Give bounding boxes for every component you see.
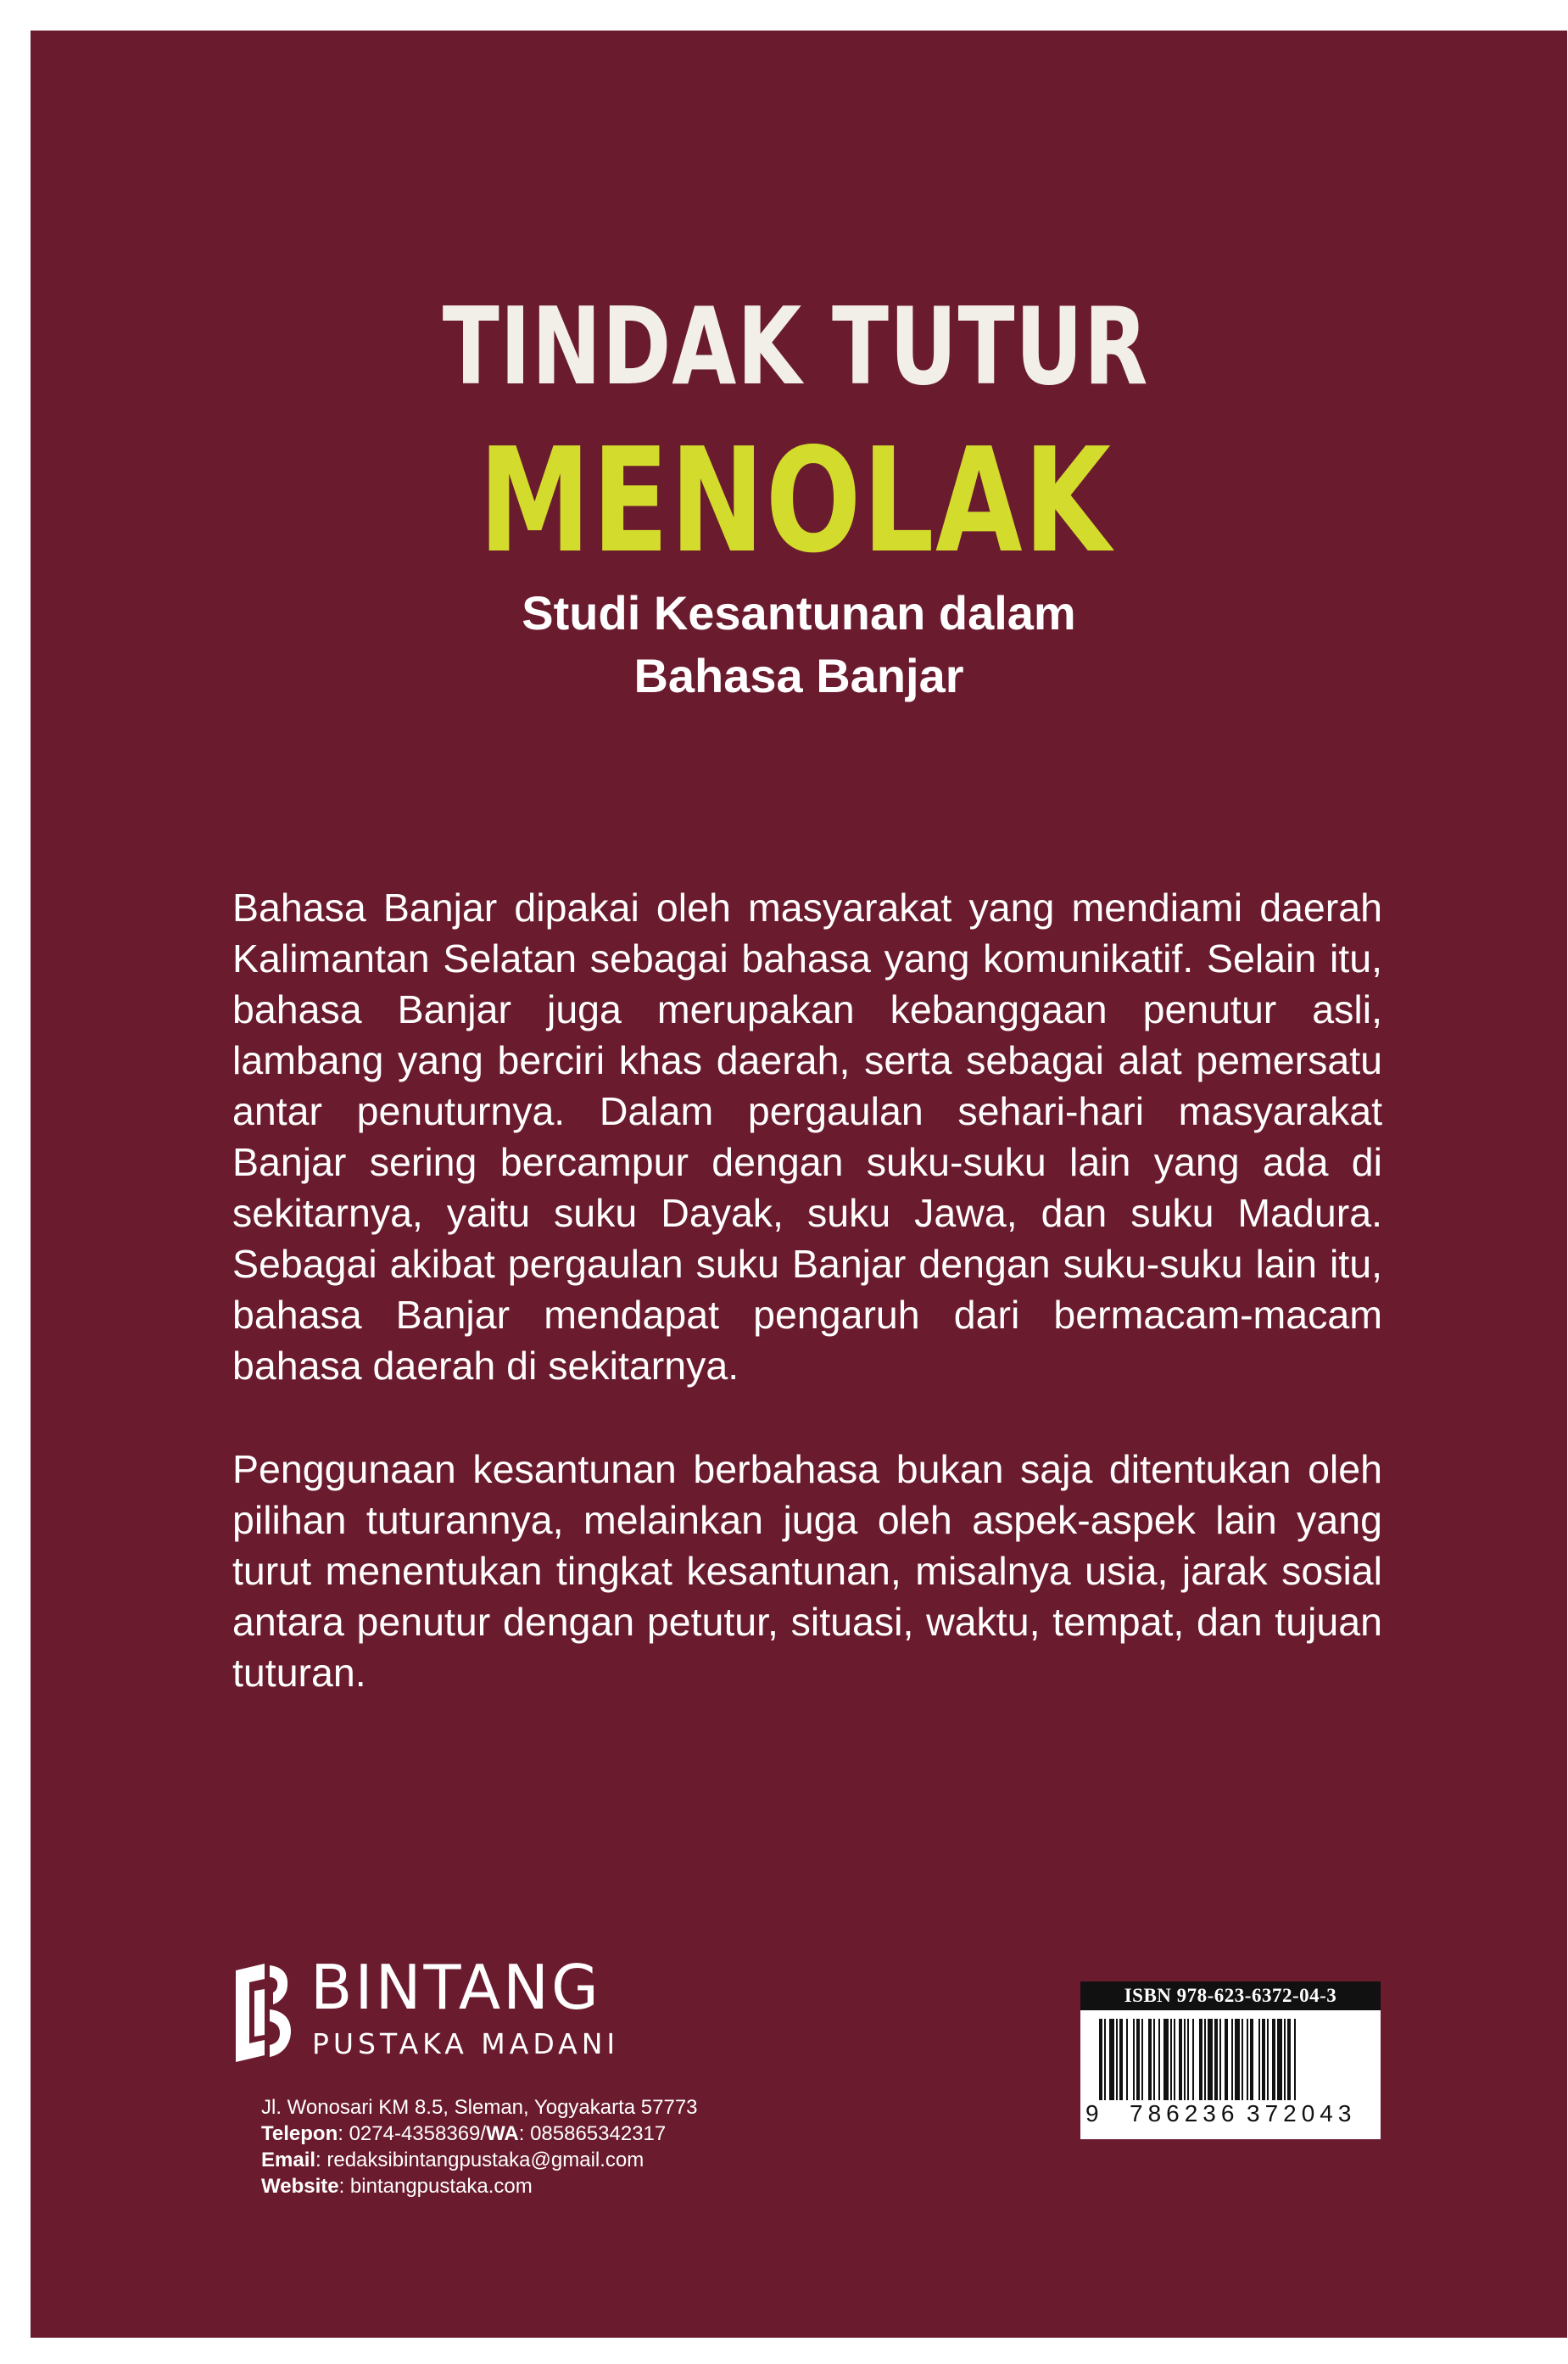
barcode-bar xyxy=(1247,2019,1248,2100)
barcode-bar xyxy=(1204,2019,1206,2100)
title-line-1: TINDAK TUTUR xyxy=(442,284,1149,409)
barcode-bar xyxy=(1179,2019,1182,2100)
subtitle-line-1: Studi Kesantunan dalam xyxy=(522,586,1076,640)
barcode-digit-lead: 9 xyxy=(1085,2100,1099,2126)
barcode-bar xyxy=(1287,2019,1291,2100)
barcode-bar xyxy=(1235,2019,1240,2100)
barcode-bar xyxy=(1163,2019,1169,2100)
barcode-bar xyxy=(1214,2019,1218,2100)
barcode-bar xyxy=(1104,2019,1106,2100)
phone-number: : 0274-4358369/ xyxy=(338,2122,487,2145)
barcode-bar xyxy=(1192,2019,1194,2100)
publisher-contact xyxy=(261,2094,698,2199)
barcode-bar xyxy=(1109,2019,1114,2100)
publisher-website-row xyxy=(261,2173,698,2199)
barcode-bar xyxy=(1199,2019,1203,2100)
barcode-bar xyxy=(1219,2019,1221,2100)
barcode-bar xyxy=(1294,2019,1296,2100)
publisher-logo-icon xyxy=(231,1962,293,2062)
barcode-bar xyxy=(1170,2019,1172,2100)
publisher-block xyxy=(231,1952,739,2223)
barcode-bar xyxy=(1116,2019,1118,2100)
book-back-cover xyxy=(31,31,1567,2338)
wa-label: WA xyxy=(486,2122,519,2145)
barcode-bar xyxy=(1231,2019,1233,2100)
isbn-barcode-box xyxy=(1080,1981,1381,2139)
publisher-address: Jl. Wonosari KM 8.5, Sleman, Yogyakarta 57773 xyxy=(261,2096,698,2119)
website-address: : bintangpustaka.com xyxy=(338,2175,533,2198)
barcode-bar xyxy=(1225,2019,1228,2100)
barcode-bar xyxy=(1267,2019,1269,2100)
barcode-digit-group-1: 786236 xyxy=(1130,2100,1240,2126)
barcode-graphic xyxy=(1094,2019,1367,2100)
publisher-phone-row xyxy=(261,2121,698,2147)
blurb-text xyxy=(232,882,1382,1751)
subtitle-line-2: Bahasa Banjar xyxy=(633,649,964,702)
publisher-email-row xyxy=(261,2147,698,2173)
phone-label: Telepon xyxy=(261,2122,338,2145)
barcode-bar xyxy=(1119,2019,1123,2100)
publisher-subname: PUSTAKA MADANI xyxy=(312,2027,620,2060)
barcode-bar xyxy=(1136,2019,1140,2100)
barcode-bar xyxy=(1187,2019,1189,2100)
barcode-bar xyxy=(1262,2019,1265,2100)
title-line-2: MENOLAK xyxy=(478,417,1113,585)
barcode-bar xyxy=(1277,2019,1282,2100)
barcode-bar xyxy=(1148,2019,1152,2100)
blurb-paragraph-2: Penggunaan kesantunan berbahasa bukan saja ditentukan oleh pilihan tuturannya, melainkan juga oleh aspek-aspek lain yang turut menentukan tingkat kesantunan, misalnya usia, jarak sosial antara penutur dengan petutur, situasi, waktu, tempat, dan tujuan tuturan. xyxy=(232,1447,1382,1695)
barcode-bar xyxy=(1126,2019,1128,2100)
website-label: Website xyxy=(261,2175,339,2198)
isbn-label: ISBN 978-623-6372-04-3 xyxy=(1080,1981,1381,2010)
barcode-bar xyxy=(1184,2019,1186,2100)
barcode-bar xyxy=(1158,2019,1160,2100)
barcode-digits xyxy=(1080,2100,1381,2134)
barcode-bar xyxy=(1153,2019,1155,2100)
blurb-paragraph-1: Bahasa Banjar dipakai oleh masyarakat yang mendiami daerah Kalimantan Selatan sebagai bahasa yang komunikatif. Selain itu, bahasa Banjar juga merupakan kebanggaan penutur asli, lambang yang berciri khas daerah, serta sebagai alat pemersatu antar penuturnya. Dalam pergaulan sehari-hari masyarakat Banjar sering bercampur dengan suku-suku lain yang ada di sekitarnya, yaitu suku Dayak, suku Jawa, dan suku Madura. Sebagai akibat pergaulan suku Banjar dengan suku-suku lain itu, bahasa Banjar mendapat pengaruh dari bermacam-macam bahasa daerah di sekitarnya. xyxy=(232,886,1382,1388)
barcode-bar xyxy=(1099,2019,1102,2100)
wa-number: : 085865342317 xyxy=(518,2122,667,2145)
barcode-bar xyxy=(1141,2019,1143,2100)
barcode-bar xyxy=(1242,2019,1243,2100)
email-address: : redaksibintangpustaka@gmail.com xyxy=(315,2149,644,2171)
email-label: Email xyxy=(261,2149,316,2171)
barcode-bar xyxy=(1208,2019,1213,2100)
barcode-bar xyxy=(1250,2019,1253,2100)
barcode-bar xyxy=(1272,2019,1275,2100)
barcode-bar xyxy=(1174,2019,1175,2100)
barcode-bar xyxy=(1284,2019,1286,2100)
barcode-bar xyxy=(1258,2019,1260,2100)
subtitle xyxy=(31,582,1567,707)
barcode-digit-group-2: 372043 xyxy=(1247,2100,1357,2126)
publisher-name: BINTANG xyxy=(310,1952,601,2023)
barcode-bar xyxy=(1133,2019,1135,2100)
